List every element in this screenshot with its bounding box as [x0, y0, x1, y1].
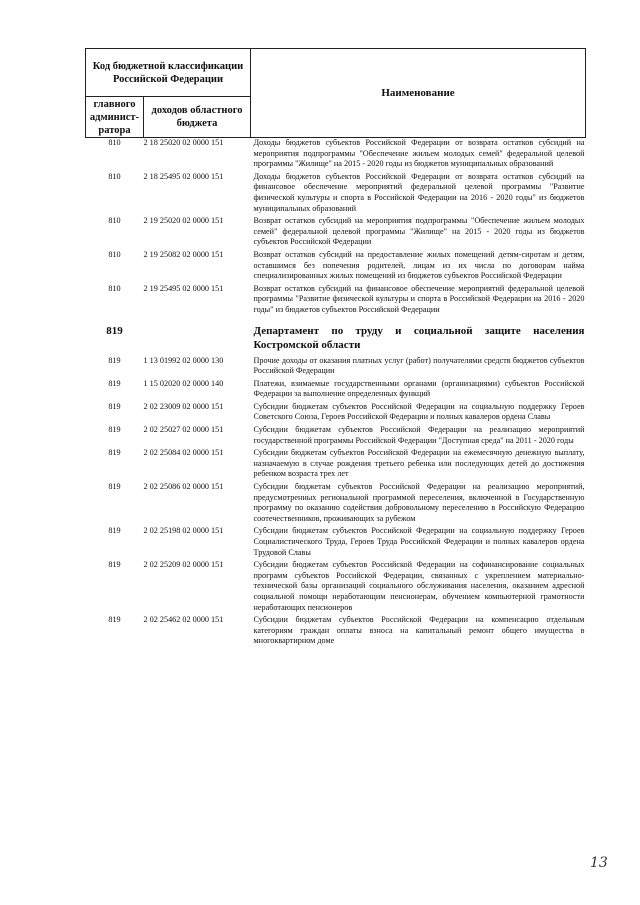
table-row	[86, 250, 586, 284]
page-number: 13	[590, 855, 608, 871]
department-name: Департамент по труду и социальной защите населения Костромской области	[253, 324, 585, 351]
income-name: Доходы бюджетов субъектов Российской Федерации от возврата остатков субсидий на финансовое обеспечение мероприятий федеральной целевой программы "Развитие физической культуры и спорта в Российской Федерации на 2016 - 2020 годы" из бюджетов муниципальных образований	[253, 171, 585, 213]
income-code: 2 19 25020 02 0000 151	[143, 216, 224, 226]
income-code: 2 02 25209 02 0000 151	[143, 560, 224, 570]
table-row	[86, 448, 586, 482]
income-name: Субсидии бюджетам субъектов Российской Федерации на социальную поддержку Героев Советского Союза, Героев Российской Федерации и полных кавалеров ордена Славы	[253, 401, 585, 422]
name-header: Наименование	[251, 49, 586, 138]
income-code: 2 18 25495 02 0000 151	[143, 171, 224, 181]
admin-code: 819	[108, 378, 121, 388]
admin-code: 810	[108, 171, 121, 181]
table-row	[86, 615, 586, 649]
income-name: Возврат остатков субсидий на мероприятия подпрограммы "Обеспечение жильем молодых семей" федеральной целевой программы "Жилище" на 2015 - 2020 годы из бюджетов субъектов Российской Федерации	[253, 216, 585, 247]
income-name: Субсидии бюджетам субъектов Российской Федерации на реализацию мероприятий государственной программы Российской Федерации "Доступная среда" на 2011 - 2020 годы	[253, 425, 585, 445]
income-name: Платежи, взимаемые государственными органами (организациями) субъектов Российской Федерации за выполнение определенных функций	[253, 378, 585, 399]
income-code: 2 02 25084 02 0000 151	[143, 448, 224, 458]
document-page	[85, 48, 585, 649]
table-row	[86, 526, 586, 560]
table-row	[86, 138, 586, 172]
income-code: 2 02 25462 02 0000 151	[143, 615, 224, 625]
table-row	[86, 284, 586, 318]
income-code: 2 02 25198 02 0000 151	[143, 526, 224, 536]
admin-code: 819	[108, 401, 121, 411]
income-name: Доходы бюджетов субъектов Российской Федерации от возврата остатков субсидий на мероприятия подпрограммы "Обеспечение жильем молодых семей" федеральной целевой программы "Жилище" на 2015 - 2020 годы из бюджетов муниципальных образований	[253, 138, 585, 169]
table-row	[86, 356, 586, 379]
table-row	[86, 216, 586, 250]
income-name: Субсидии бюджетам субъектов Российской Федерации на социальную поддержку Героев Социалистического Труда, Героев Труда Российской Федерации и полных кавалеров ордена Трудовой Славы	[253, 526, 585, 557]
table-row	[86, 402, 586, 425]
admin-code: 810	[108, 138, 121, 147]
admin-code: 810	[108, 249, 121, 259]
income-code: 1 13 01992 02 0000 130	[143, 355, 224, 365]
admin-code: 819	[108, 560, 121, 570]
admin-code: 819	[108, 482, 121, 492]
admin-code: 819	[108, 448, 121, 458]
kbk-header: Код бюджетной классификации Российской Федерации	[86, 49, 251, 97]
department-row	[86, 318, 586, 356]
table-row	[86, 379, 586, 402]
income-name: Субсидии бюджетам субъектов Российской Федерации на реализацию мероприятий, предусмотренных региональной программой переселения, включенной в Государственную программу по оказанию содействия добровольному переселению в Российскую Федерацию соотечественников, проживающих за рубежом	[253, 482, 585, 523]
admin-code: 810	[108, 283, 121, 293]
table-row	[86, 482, 586, 526]
income-name: Субсидии бюджетам субъектов Российской Федерации на компенсацию отдельным категориям граждан оплаты взноса на капитальный ремонт общего имущества в многоквартирном доме	[253, 615, 585, 646]
income-code: 2 02 25086 02 0000 151	[143, 482, 224, 492]
income-code: 2 02 25027 02 0000 151	[143, 425, 224, 435]
admin-code: 819	[108, 425, 121, 435]
department-code-empty	[144, 318, 251, 356]
income-code: 2 19 25082 02 0000 151	[143, 249, 224, 259]
income-name: Возврат остатков субсидий на финансовое обеспечение мероприятий федеральной целевой программы "Развитие физической культуры и спорта в Российской Федерации на 2016 - 2020 годы" из бюджетов субъектов Российской Федерации	[253, 283, 585, 314]
income-name: Возврат остатков субсидий на предоставление жилых помещений детям-сиротам и детям, оставшимся без попечения родителей, лицам из их числа по договорам найма специализированных жилых помещений из бюджетов субъектов Российской Федерации	[253, 249, 585, 281]
income-col-header: доходов областного бюджета	[144, 97, 251, 138]
income-code: 2 02 23009 02 0000 151	[143, 401, 224, 411]
income-name: Прочие доходы от оказания платных услуг (работ) получателями средств бюджетов субъектов Российской Федерации	[253, 355, 585, 376]
admin-code: 810	[108, 216, 121, 226]
department-admin-code: 819	[106, 324, 123, 337]
table-row	[86, 425, 586, 448]
income-code: 2 19 25495 02 0000 151	[143, 283, 224, 293]
income-name: Субсидии бюджетам субъектов Российской Федерации на ежемесячную денежную выплату, назначаемую в случае рождения третьего ребенка или последующих детей до достижения ребенком возраста трех лет	[253, 448, 585, 479]
budget-classification-table	[85, 48, 586, 649]
income-code: 1 15 02020 02 0000 140	[143, 378, 224, 388]
admin-code: 819	[108, 355, 121, 365]
income-name: Субсидии бюджетам субъектов Российской Федерации на софинансирование социальных программ субъектов Российской Федерации, связанных с укреплением материально-технической базы организаций социального обслуживания населения, оказанием адресной социальной помощи неработающим пенсионерам, обучением компьютерной грамотности неработающих пенсионеров	[253, 560, 585, 612]
admin-code: 819	[108, 526, 121, 536]
table-row	[86, 172, 586, 216]
table-row	[86, 560, 586, 615]
admin-col-header: главного админист-ратора	[86, 97, 144, 138]
income-code: 2 18 25020 02 0000 151	[143, 138, 224, 147]
admin-code: 819	[108, 615, 121, 625]
